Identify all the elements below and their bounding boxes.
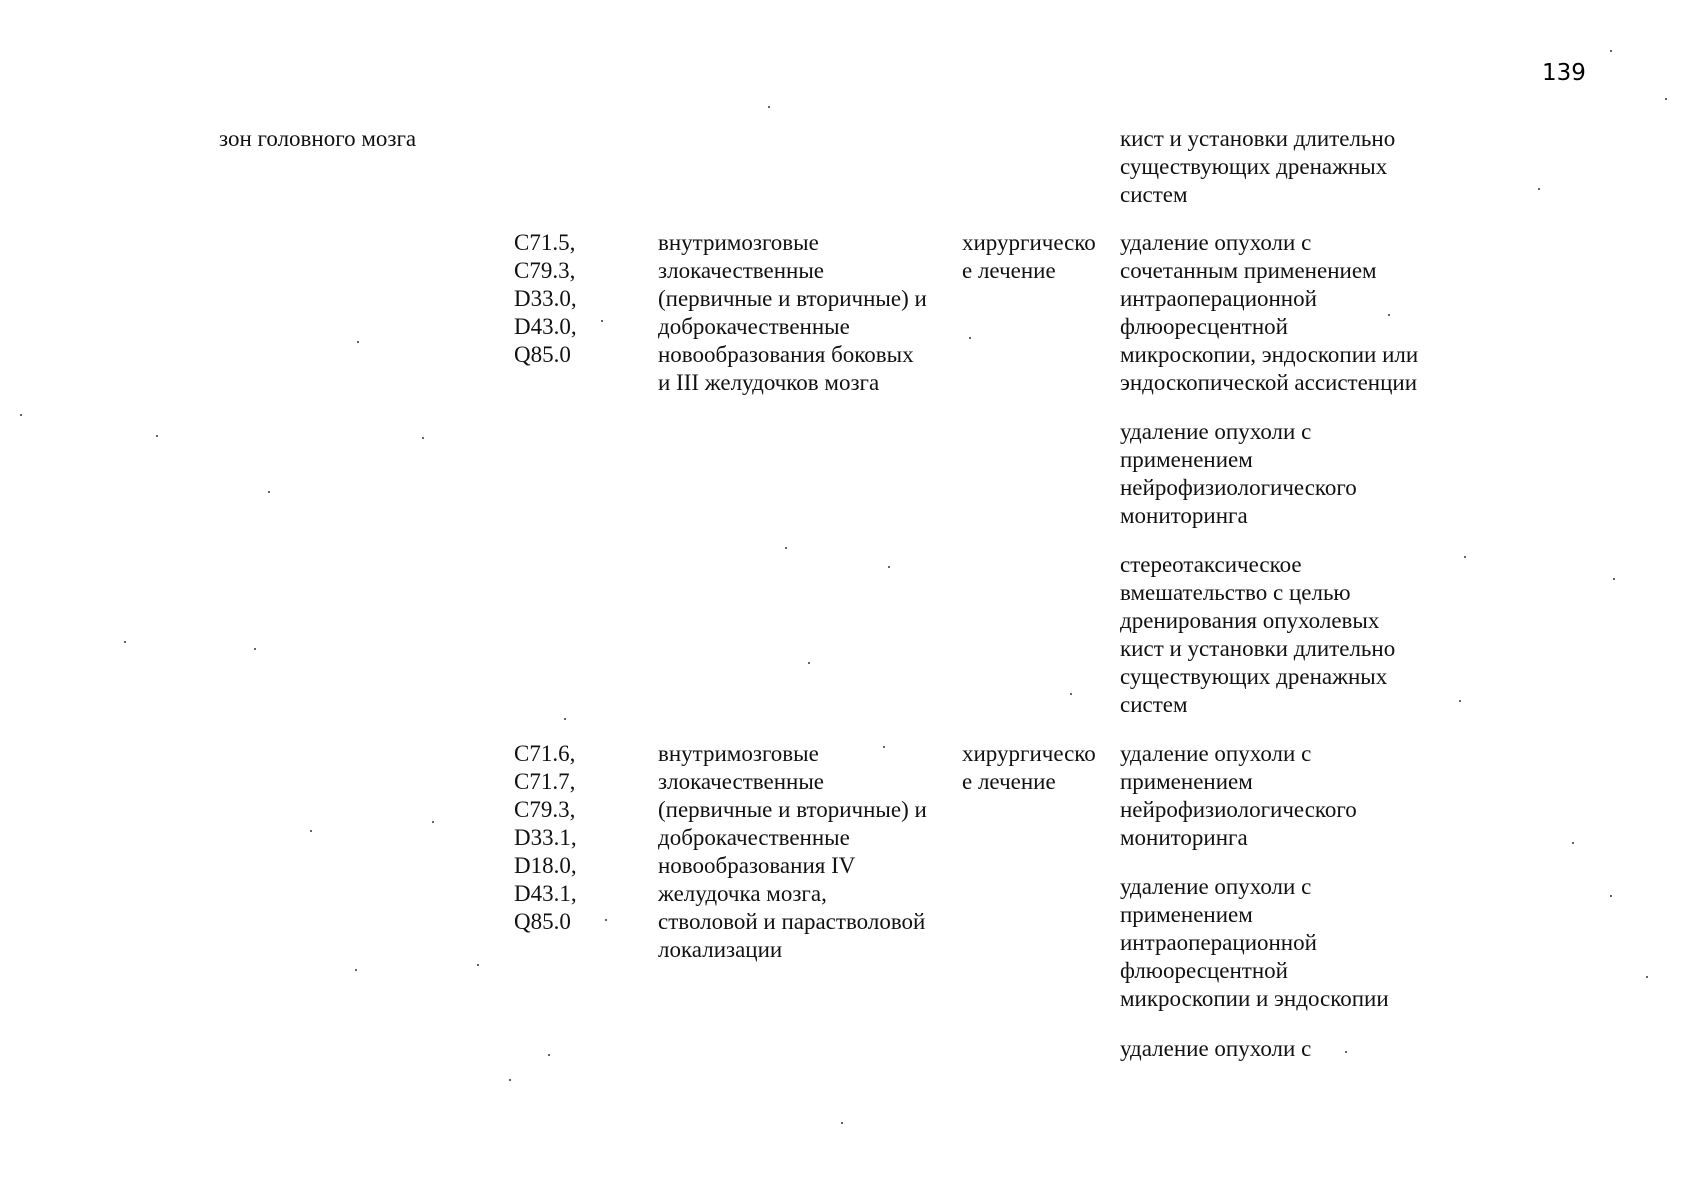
- method-text: кист и установки длительно существующих дренажных систем: [1120, 126, 1396, 207]
- condition-text: внутримозговые злокачественные (первичные и вторичные) и доброкачественные новообразования IV желудочка мозга, стволовой и парастволовой локализации: [658, 741, 927, 962]
- method-text: удаление опухоли с применением нейрофизиологического мониторинга: [1120, 419, 1357, 528]
- method-text: удаление опухоли с: [1120, 1036, 1312, 1061]
- condition-text: внутримозговые злокачественные (первичные и вторичные) и доброкачественные новообразования боковых и III желудочков мозга: [658, 230, 927, 395]
- page-number: 139: [1542, 60, 1586, 86]
- method-text: удаление опухоли с сочетанным применением интраоперационной флюоресцентной микроскопии, эндоскопии или эндоскопической ассистенции: [1120, 230, 1419, 395]
- treatment-type: хирургическо е лечение: [962, 230, 1096, 283]
- icd-codes: C71.5, C79.3, D33.0, D43.0, Q85.0: [514, 230, 577, 367]
- method-text: удаление опухоли с применением интраоперационной флюоресцентной микроскопии и эндоскопии: [1120, 874, 1389, 1011]
- icd-codes: C71.6, C71.7, C79.3, D33.1, D18.0, D43.1, Q85.0: [514, 741, 577, 934]
- method-text: удаление опухоли с применением нейрофизиологического мониторинга: [1120, 741, 1357, 850]
- method-text: стереотаксическое вмешательство с целью дренирования опухолевых кист и установки длительно существующих дренажных систем: [1120, 552, 1396, 717]
- treatment-type: хирургическо е лечение: [962, 741, 1096, 794]
- diagnosis-area-text: зон головного мозга: [219, 126, 417, 151]
